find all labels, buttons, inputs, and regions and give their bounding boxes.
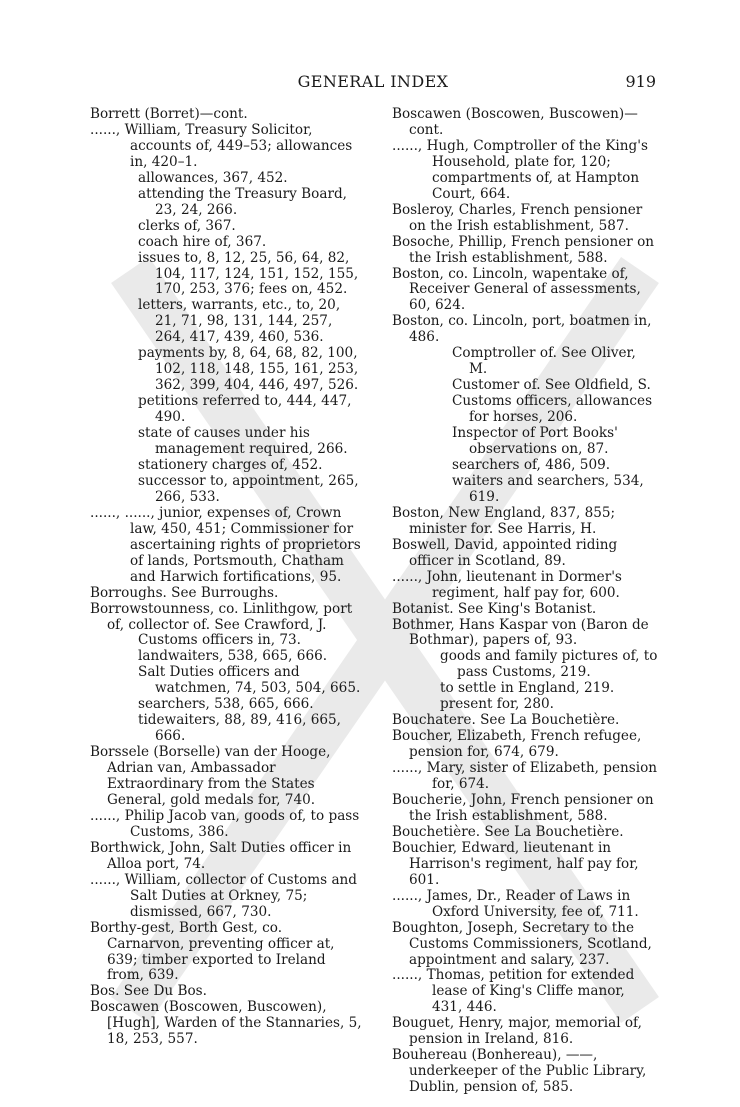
index-entry: ......, James, Dr., Reader of Laws in Oxford University, fee of, 711.	[392, 887, 639, 920]
index-subentry: waiters and searchers, 534, 619.	[452, 472, 644, 505]
index-entry: Borroughs. See Burroughs.	[90, 584, 279, 601]
index-entry: Bosleroy, Charles, French pensioner on the Irish establishment, 587.	[392, 201, 643, 234]
running-title: GENERAL INDEX	[297, 72, 449, 91]
index-column-right	[392, 107, 658, 1096]
index-entry: Borrowstounness, co. Linlithgow, port of, collector of. See Crawford, J.	[90, 600, 353, 633]
index-entry: ......, Philip Jacob van, goods of, to pass Customs, 386.	[90, 807, 360, 840]
index-entry: ......, William, Treasury Solicitor, accounts of, 449–53; allowances in, 420–1.	[90, 121, 353, 170]
index-subentry: Inspector of Port Books' observations on, 87.	[452, 425, 618, 458]
page-header	[90, 72, 656, 94]
index-entry: Boscawen (Boscowen, Buscowen)—cont.	[392, 106, 638, 138]
index-subentry: searchers of, 486, 509.	[452, 456, 611, 473]
index-entry: Borthwick, John, Salt Duties officer in Alloa port, 74.	[90, 839, 352, 872]
index-subentry: Comptroller of. See Oliver, M.	[452, 345, 636, 378]
index-entry: Borssele (Borselle) van der Hooge, Adrian van, Ambassador Extraordinary from the States General, gold medals for, 740.	[90, 744, 331, 808]
index-entry: Bouchetière. See La Bouchetière.	[392, 823, 624, 840]
index-entry: Boston, co. Lincoln, port, boatmen in, 486.	[392, 313, 652, 346]
index-entry: Borthy-gest, Borth Gest, co. Carnarvon, preventing officer at, 639; timber exported to Ireland from, 639.	[90, 919, 335, 984]
index-subentry: Customer of. See Oldfield, S.	[452, 377, 651, 394]
index-entry: Boswell, David, appointed riding officer in Scotland, 89.	[392, 536, 618, 569]
index-entry: Bouguet, Henry, major, memorial of, pension in Ireland, 816.	[392, 1015, 642, 1048]
index-entry: Borrett (Borret)—cont.	[90, 106, 248, 122]
index-entry: Bothmer, Hans Kaspar von (Baron de Bothmar), papers of, 93.	[392, 616, 649, 649]
index-entry: ......, Mary, sister of Elizabeth, pension for, 674.	[392, 760, 658, 793]
index-entry: Bouhereau (Bonhereau), ——, underkeeper of the Public Library, Dublin, pension of, 585.	[392, 1047, 647, 1096]
index-entry: Boscawen (Boscowen, Buscowen), [Hugh], Warden of the Stannaries, 5, 18, 253, 557.	[90, 999, 362, 1048]
index-entry: Bosoche, Phillip, French pensioner on the Irish establishment, 588.	[392, 233, 655, 266]
index-subentry: landwaiters, 538, 665, 666.	[138, 648, 328, 665]
index-entry: ......, ......, junior, expenses of, Crown law, 450, 451; Commissioner for ascertaining rights of proprietors of lands, Portsmouth, Chatham and Harwich fortifications, 95.	[90, 504, 361, 585]
index-subentry: issues to, 8, 12, 25, 56, 64, 82, 104, 117, 124, 151, 152, 155, 170, 253, 376; fees on, 452.	[138, 249, 359, 298]
index-entry: Bouchier, Edward, lieutenant in Harrison's regiment, half pay for, 601.	[392, 839, 639, 888]
index-subentry: coach hire of, 367.	[138, 233, 267, 250]
index-entry: ......, Hugh, Comptroller of the King's Household, plate for, 120; compartments of, at Hampton Court, 664.	[392, 137, 648, 202]
index-entry: ......, John, lieutenant in Dormer's regiment, half pay for, 600.	[392, 568, 622, 601]
index-subentry: present for, 280.	[440, 696, 554, 713]
index-subentry: clerks of, 367.	[138, 217, 236, 234]
index-subentry: allowances, 367, 452.	[138, 169, 288, 186]
index-subentry: goods and family pictures of, to pass Customs, 219.	[440, 648, 658, 681]
index-entry: Boston, co. Lincoln, wapentake of, Receiver General of assessments, 60, 624.	[392, 265, 641, 314]
index-entry: ......, William, collector of Customs and Salt Duties at Orkney, 75; dismissed, 667, 730.	[90, 871, 358, 920]
index-entry: Boughton, Joseph, Secretary to the Customs Commissioners, Scotland, appointment and salary, 237.	[392, 919, 652, 968]
index-subentry: stationery charges of, 452.	[138, 456, 323, 473]
index-entry: Boucher, Elizabeth, French refugee, pension for, 674, 679.	[392, 728, 642, 761]
index-subentry: attending the Treasury Board, 23, 24, 266.	[138, 185, 347, 218]
index-entry: Bos. See Du Bos.	[90, 983, 207, 1000]
index-subentry: searchers, 538, 665, 666.	[138, 696, 314, 713]
page-number: 919	[625, 72, 656, 91]
index-subentry: to settle in England, 219.	[440, 680, 615, 697]
index-subentry: successor to, appointment, 265, 266, 533.	[138, 472, 359, 505]
index-subentry: Customs officers in, 73.	[138, 632, 301, 649]
index-entry: ......, Thomas, petition for extended lease of King's Cliffe manor, 431, 446.	[392, 967, 635, 1016]
index-subentry: letters, warrants, etc., to, 20, 21, 71, 98, 131, 144, 257, 264, 417, 439, 460, 536.	[138, 297, 341, 346]
index-entry: Boston, New England, 837, 855; minister for. See Harris, H.	[392, 504, 616, 537]
index-entry: Boucherie, John, French pensioner on the Irish establishment, 588.	[392, 791, 654, 824]
index-entry: Botanist. See King's Botanist.	[392, 600, 597, 617]
index-subentry: Customs officers, allowances for horses, 206.	[452, 393, 653, 426]
index-entry: Bouchatere. See La Bouchetière.	[392, 712, 620, 729]
index-subentry: payments by, 8, 64, 68, 82, 100, 102, 118, 148, 155, 161, 253, 362, 399, 404, 446, 497, 526.	[138, 345, 359, 394]
index-subentry: Salt Duties officers and watchmen, 74, 503, 504, 665.	[138, 664, 361, 697]
index-subentry: tidewaiters, 88, 89, 416, 665, 666.	[138, 712, 342, 745]
index-subentry: petitions referred to, 444, 447, 490.	[138, 393, 352, 426]
index-subentry: state of causes under his management required, 266.	[138, 425, 348, 458]
index-column-left	[90, 107, 362, 1048]
